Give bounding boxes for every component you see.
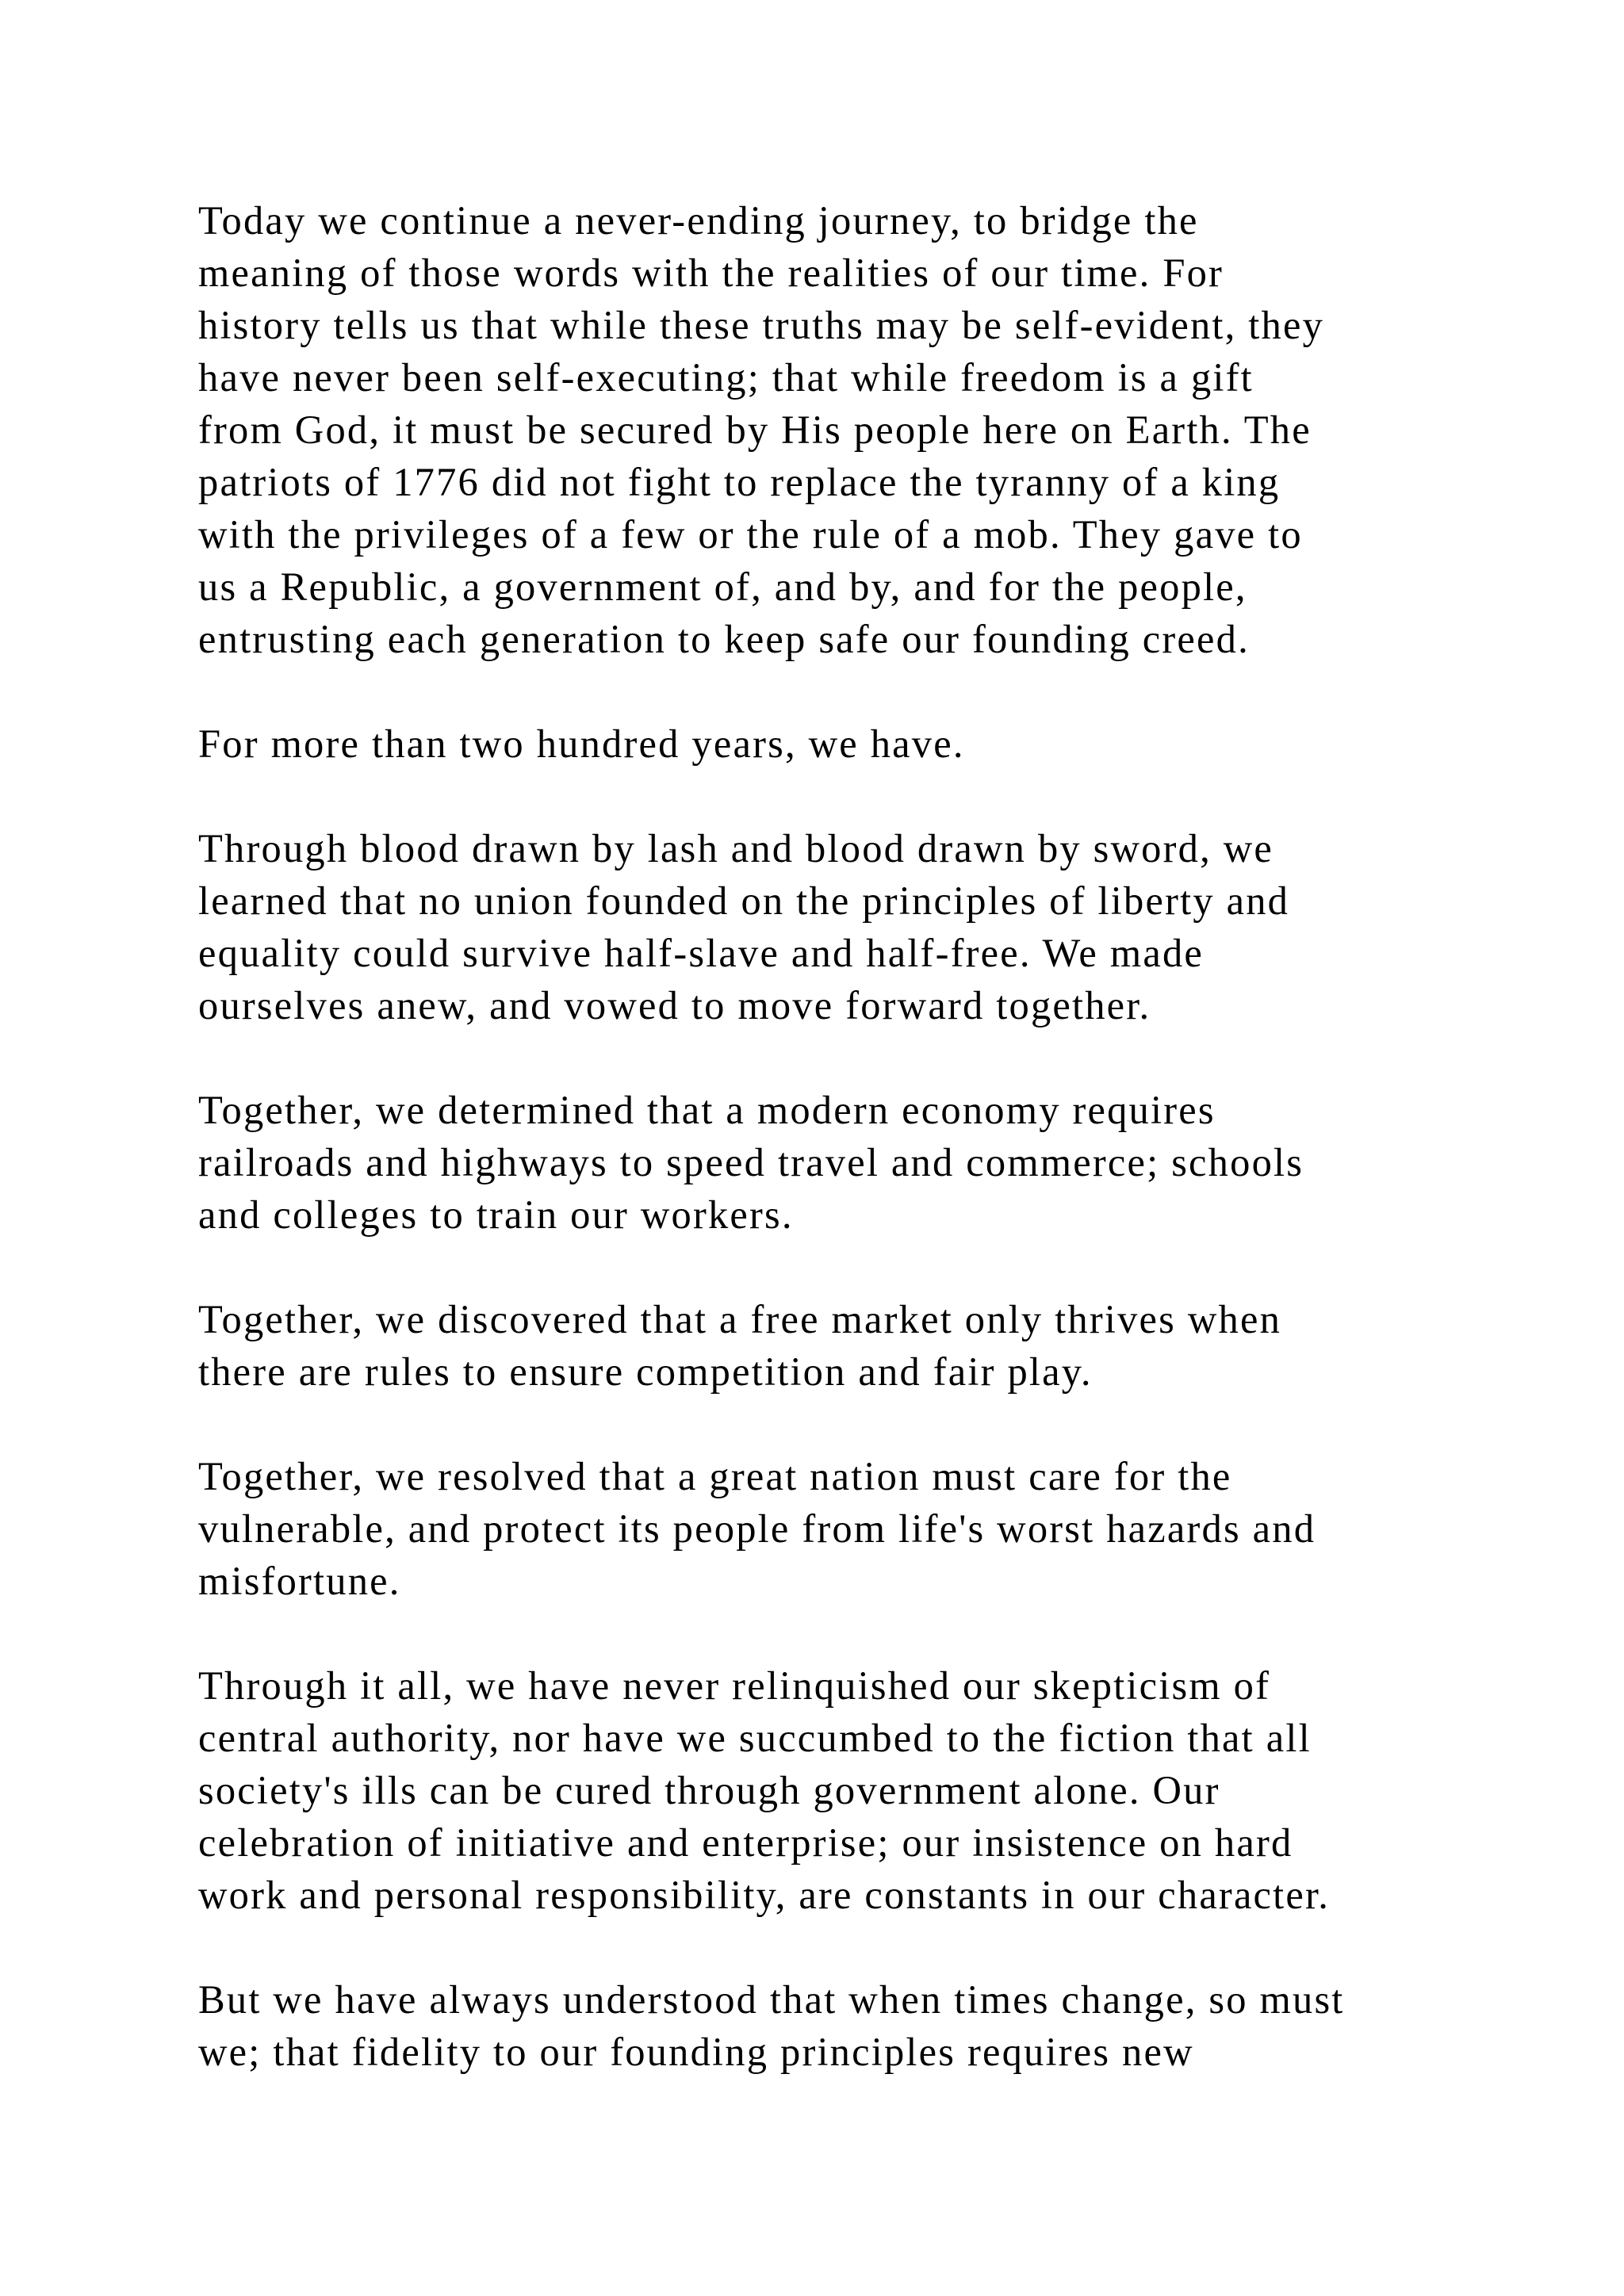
text-line: But we have always understood that when times change, so must — [198, 1977, 1345, 2022]
text-line: Through it all, we have never relinquished our skepticism of — [198, 1663, 1271, 1708]
document-page — [198, 194, 1530, 2078]
text-line: we; that fidelity to our founding principles requires new — [198, 2030, 1194, 2074]
text-line: Through blood drawn by lash and blood drawn by sword, we — [198, 826, 1274, 871]
text-line: vulnerable, and protect its people from life's worst hazards and — [198, 1506, 1316, 1551]
paragraph-great-nation — [198, 1450, 1530, 1607]
text-line: For more than two hundred years, we have. — [198, 721, 965, 766]
text-line: have never been self-executing; that while freedom is a gift — [198, 355, 1254, 400]
paragraph-free-market — [198, 1293, 1530, 1398]
text-line: Together, we resolved that a great nation must care for the — [198, 1454, 1232, 1498]
text-line: patriots of 1776 did not fight to replace the tyranny of a king — [198, 460, 1281, 504]
text-line: railroads and highways to speed travel and commerce; schools — [198, 1140, 1304, 1184]
text-line: entrusting each generation to keep safe our founding creed. — [198, 617, 1250, 661]
text-line: Together, we determined that a modern economy requires — [198, 1088, 1216, 1132]
text-line: central authority, nor have we succumbed to the fiction that all — [198, 1716, 1312, 1760]
text-line: work and personal responsibility, are constants in our character. — [198, 1873, 1331, 1917]
text-line: us a Republic, a government of, and by, and for the people, — [198, 564, 1247, 609]
text-line: celebration of initiative and enterprise; our insistence on hard — [198, 1820, 1293, 1865]
text-line: history tells us that while these truths may be self-evident, they — [198, 303, 1325, 347]
paragraph-skepticism — [198, 1659, 1530, 1921]
text-line: misfortune. — [198, 1559, 401, 1603]
paragraph-journey — [198, 194, 1530, 665]
text-line: equality could survive half-slave and half-free. We made — [198, 931, 1205, 975]
paragraph-blood-and-sword — [198, 822, 1530, 1031]
text-line: from God, it must be secured by His people here on Earth. The — [198, 408, 1312, 452]
text-line: meaning of those words with the realities of our time. For — [198, 251, 1224, 295]
text-line: with the privileges of a few or the rule of a mob. They gave to — [198, 512, 1303, 557]
text-line: ourselves anew, and vowed to move forward together. — [198, 983, 1151, 1027]
text-line: and colleges to train our workers. — [198, 1192, 794, 1237]
paragraph-times-change — [198, 1973, 1530, 2078]
text-line: Together, we discovered that a free market only thrives when — [198, 1297, 1282, 1341]
paragraph-modern-economy — [198, 1084, 1530, 1241]
text-line: there are rules to ensure competition and fair play. — [198, 1349, 1093, 1394]
paragraph-two-hundred-years — [198, 718, 1530, 770]
text-line: Today we continue a never-ending journey, to bridge the — [198, 198, 1199, 243]
text-line: society's ills can be cured through government alone. Our — [198, 1768, 1220, 1812]
text-line: learned that no union founded on the principles of liberty and — [198, 878, 1290, 923]
